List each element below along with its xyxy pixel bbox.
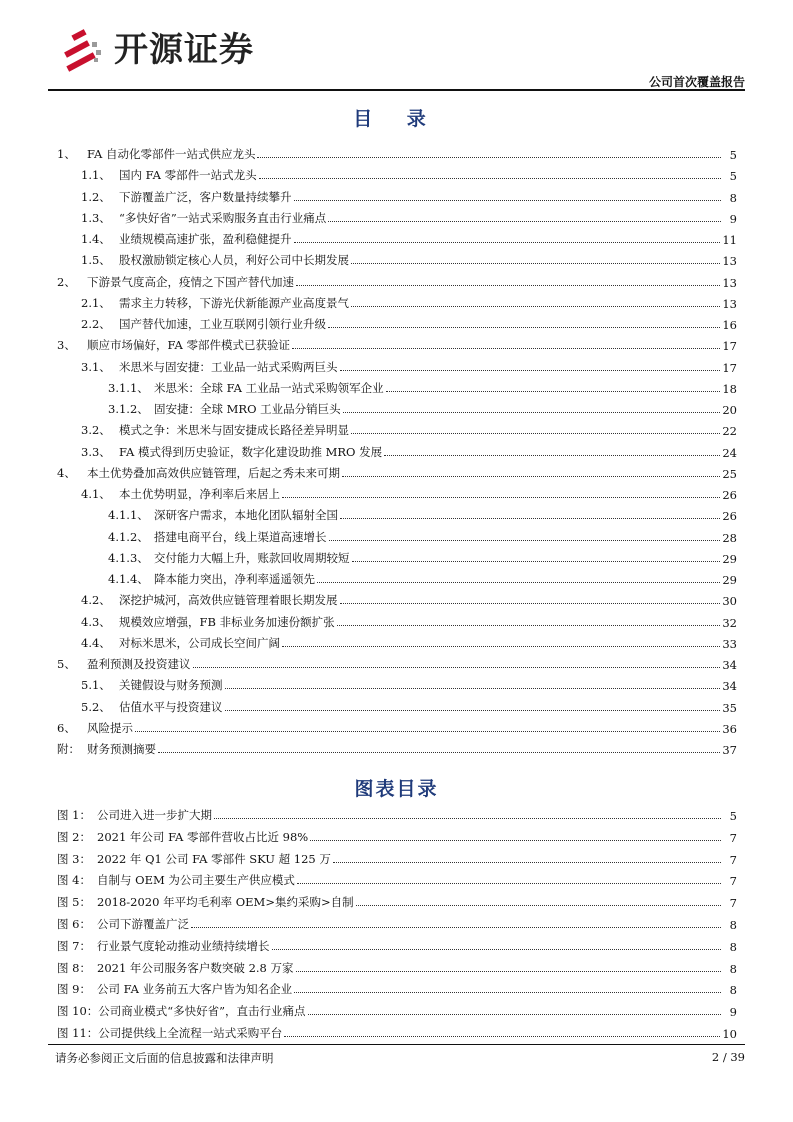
entry-title: 2022 年 Q1 公司 FA 零部件 SKU 超 125 万	[97, 851, 331, 866]
dot-leader	[352, 561, 721, 562]
entry-title: 交付能力大幅上升，账款回收周期较短	[154, 550, 350, 565]
entry-number: 4.3、	[81, 614, 111, 629]
entry-number: 4.2、	[81, 593, 111, 608]
toc-entry[interactable]	[57, 714, 737, 736]
entry-title: “多快好省”一站式采购服务直击行业痛点	[119, 210, 327, 225]
entry-page: 13	[722, 254, 737, 269]
entry-title: FA 自动化零部件一站式供应龙头	[87, 147, 256, 161]
entry-page: 34	[722, 658, 737, 672]
figure-entry[interactable]	[57, 888, 737, 910]
entry-number: 4、	[57, 465, 76, 480]
entry-title: 2021 年公司 FA 零部件营收占比近 98%	[97, 829, 309, 844]
entry-title: 估值水平与投资建议	[119, 699, 223, 714]
entry-number: 图 8：	[57, 960, 91, 975]
toc-entry[interactable]	[57, 289, 737, 311]
dot-leader	[328, 327, 720, 328]
entry-number: 图 10：	[57, 1004, 99, 1019]
dot-leader	[351, 306, 720, 307]
entry-title: 下游景气度高企，疫情之下国产替代加速	[87, 274, 294, 289]
entry-title: 风险提示	[87, 720, 133, 735]
figure-list-title: 图表目录	[354, 778, 439, 800]
entry-number: 3.3、	[81, 444, 111, 459]
entry-title: 2021 年公司服务客户数突破 2.8 万家	[97, 960, 294, 975]
entry-page: 20	[722, 403, 737, 417]
entry-page: 8	[729, 983, 737, 998]
toc-entry[interactable]	[57, 183, 737, 205]
dot-leader	[310, 840, 721, 841]
entry-page: 36	[722, 721, 737, 736]
entry-title: 盈利预测及投资建议	[87, 657, 191, 671]
entry-page: 8	[729, 939, 737, 954]
entry-title: 规模效应增强，FB 非标业务加速份额扩张	[119, 614, 335, 629]
dot-leader	[343, 412, 721, 413]
dot-leader	[294, 992, 721, 993]
entry-page: 13	[722, 296, 737, 311]
entry-page: 33	[722, 636, 737, 651]
dot-leader	[282, 497, 720, 498]
toc-entry[interactable]	[57, 735, 737, 757]
entry-number: 图 6：	[57, 917, 91, 931]
entry-title: 模式之争：米思米与固安捷成长路径差异明显	[119, 423, 349, 438]
toc-entry[interactable]	[57, 650, 737, 672]
toc-title: 目 录	[353, 108, 440, 130]
entry-title: 财务预测摘要	[87, 742, 156, 756]
entry-page: 30	[722, 594, 737, 609]
toc-entry[interactable]	[57, 693, 737, 715]
dot-leader	[333, 862, 721, 863]
dot-leader	[292, 348, 720, 349]
dot-leader	[351, 263, 720, 264]
entry-page: 7	[729, 874, 737, 889]
entry-number: 3.2、	[81, 423, 111, 438]
dot-leader	[214, 818, 721, 819]
footer-disclaimer: 请务必参阅正文后面的信息披露和法律声明	[55, 1051, 274, 1065]
entry-title: 米思米：全球 FA 工业品一站式采购领军企业	[154, 380, 384, 395]
toc-entry[interactable]	[57, 565, 737, 587]
entry-number: 图 11：	[57, 1026, 99, 1040]
entry-page: 24	[722, 445, 737, 460]
entry-page: 34	[722, 679, 737, 694]
dot-leader	[284, 1036, 720, 1037]
entry-title: 国产替代加速，工业互联网引领行业升级	[119, 317, 326, 331]
entry-title: 深挖护城河，高效供应链管理着眼长期发展	[119, 593, 338, 608]
entry-page: 10	[722, 1027, 737, 1041]
entry-title: FA 模式得到历史验证，数字化建设助推 MRO 发展	[119, 444, 383, 459]
entry-number: 图 3：	[57, 851, 91, 866]
dot-leader	[294, 242, 721, 243]
toc-entry[interactable]	[57, 544, 737, 566]
entry-page: 25	[722, 466, 737, 481]
entry-number: 3.1.2、	[108, 402, 149, 416]
logo-mark-icon	[62, 28, 106, 72]
entry-title: 国内 FA 零部件一站式龙头	[119, 168, 257, 183]
toc-entry[interactable]	[57, 353, 737, 375]
toc-entry[interactable]	[57, 480, 737, 502]
entry-page: 26	[722, 488, 737, 502]
entry-number: 图 9：	[57, 982, 91, 997]
toc-entry[interactable]	[57, 268, 737, 290]
entry-page: 13	[722, 275, 737, 290]
entry-title: 公司提供线上全流程一站式采购平台	[98, 1026, 283, 1040]
entry-title: 固安捷：全球 MRO 工业品分销巨头	[154, 402, 341, 416]
figure-entry[interactable]	[57, 932, 737, 954]
entry-number: 1、	[57, 147, 76, 161]
entry-page: 22	[722, 424, 737, 439]
toc-entry[interactable]	[57, 608, 737, 630]
entry-number: 3.1.1、	[108, 380, 149, 395]
toc-entry[interactable]	[57, 161, 737, 183]
dot-leader	[317, 582, 720, 583]
entry-page: 37	[722, 743, 737, 757]
entry-number: 图 7：	[57, 938, 91, 953]
figure-entry[interactable]	[57, 866, 737, 888]
entry-page: 17	[722, 360, 737, 375]
toc-entry[interactable]	[57, 501, 737, 523]
figure-entry[interactable]	[57, 910, 737, 932]
entry-page: 8	[729, 190, 737, 205]
dot-leader	[272, 949, 722, 950]
entry-page: 9	[729, 1005, 737, 1020]
dot-leader	[257, 157, 721, 158]
entry-title: 公司进入进一步扩大期	[97, 808, 212, 822]
entry-number: 4.1.1、	[108, 508, 149, 523]
entry-page: 26	[722, 509, 737, 524]
entry-title: 公司商业模式“多快好省”，直击行业痛点	[98, 1004, 306, 1019]
toc-entry[interactable]	[57, 523, 737, 545]
dot-leader	[225, 710, 721, 711]
toc-entry[interactable]	[57, 586, 737, 608]
entry-page: 17	[722, 339, 737, 354]
entry-title: 公司下游覆盖广泛	[97, 917, 189, 931]
entry-number: 3、	[57, 338, 76, 353]
dot-leader	[329, 540, 721, 541]
toc-entry[interactable]	[57, 416, 737, 438]
dot-leader	[191, 927, 721, 928]
toc-entry[interactable]	[57, 629, 737, 651]
dot-leader	[386, 391, 721, 392]
entry-title: 公司 FA 业务前五大客户皆为知名企业	[97, 982, 293, 997]
footer-rule	[48, 1044, 745, 1045]
figure-entry[interactable]	[57, 1019, 737, 1041]
figure-entry[interactable]	[57, 975, 737, 997]
entry-page: 32	[722, 615, 737, 630]
entry-title: 需求主力转移，下游光伏新能源产业高度景气	[119, 295, 349, 310]
dot-leader	[342, 476, 720, 477]
toc-entry[interactable]	[57, 331, 737, 353]
entry-page: 29	[722, 573, 737, 587]
figure-entry[interactable]	[57, 845, 737, 867]
entry-title: 降本能力突出，净利率遥遥领先	[154, 572, 315, 586]
entry-page: 5	[729, 148, 737, 162]
dot-leader	[384, 455, 720, 456]
entry-number: 图 4：	[57, 873, 91, 888]
dot-leader	[296, 285, 720, 286]
entry-title: 对标米思米，公司成长空间广阔	[119, 635, 280, 650]
entry-number: 5.1、	[81, 678, 111, 693]
dot-leader	[337, 625, 721, 626]
entry-page: 5	[729, 169, 737, 184]
dot-leader	[340, 518, 720, 519]
entry-number: 1.5、	[81, 253, 111, 268]
dot-leader	[282, 646, 720, 647]
toc-entry[interactable]	[57, 438, 737, 460]
dot-leader	[135, 731, 720, 732]
entry-number: 1.4、	[81, 232, 111, 246]
entry-page: 7	[729, 852, 737, 867]
entry-title: 业绩规模高速扩张，盈利稳健提升	[119, 232, 292, 246]
dot-leader	[296, 971, 721, 972]
dot-leader	[225, 688, 721, 689]
toc-entry[interactable]	[57, 246, 737, 268]
toc-entry[interactable]	[57, 395, 737, 417]
toc-entry[interactable]	[57, 671, 737, 693]
figure-entry[interactable]	[57, 823, 737, 845]
entry-page: 28	[722, 530, 737, 545]
toc-entry[interactable]	[57, 459, 737, 481]
dot-leader	[294, 200, 722, 201]
toc-entry[interactable]	[57, 374, 737, 396]
entry-title: 顺应市场偏好，FA 零部件模式已获验证	[87, 338, 290, 353]
entry-title: 关键假设与财务预测	[119, 678, 223, 693]
entry-title: 深研客户需求，本地化团队辐射全国	[154, 508, 338, 523]
dot-leader	[340, 603, 721, 604]
entry-number: 4.1.2、	[108, 529, 149, 544]
entry-title: 2018-2020 年平均毛利率 OEM>集约采购>自制	[97, 895, 354, 910]
entry-number: 4.4、	[81, 635, 111, 650]
entry-number: 图 5：	[57, 895, 91, 910]
figure-entry[interactable]	[57, 801, 737, 823]
entry-page: 29	[722, 551, 737, 566]
entry-number: 图 2：	[57, 829, 91, 844]
entry-number: 6、	[57, 720, 76, 735]
entry-title: 股权激励锁定核心人员，利好公司中长期发展	[119, 253, 349, 268]
entry-page: 9	[729, 211, 737, 226]
entry-title: 自制与 OEM 为公司主要生产供应模式	[97, 873, 295, 888]
entry-page: 8	[729, 961, 737, 976]
page-number: 2 / 39	[711, 1050, 745, 1064]
report-type-label: 公司首次覆盖报告	[648, 75, 745, 89]
header-rule	[48, 89, 745, 91]
entry-number: 2.1、	[81, 295, 111, 310]
entry-number: 5、	[57, 657, 76, 671]
figure-entry[interactable]	[57, 997, 737, 1019]
entry-title: 搭建电商平台，线上渠道高速增长	[154, 529, 327, 544]
entry-number: 5.2、	[81, 699, 111, 714]
dot-leader	[158, 752, 720, 753]
entry-title: 本土优势明显，净利率后来居上	[119, 487, 280, 501]
dot-leader	[340, 370, 721, 371]
dot-leader	[328, 221, 721, 222]
toc-entry[interactable]	[57, 140, 737, 162]
entry-page: 5	[729, 809, 737, 823]
entry-page: 8	[729, 918, 737, 932]
entry-page: 16	[722, 318, 737, 332]
toc-entry[interactable]	[57, 204, 737, 226]
dot-leader	[308, 1014, 721, 1015]
toc-entry[interactable]	[57, 225, 737, 247]
entry-number: 4.1.3、	[108, 550, 149, 565]
entry-number: 1.1、	[81, 168, 111, 183]
dot-leader	[297, 883, 721, 884]
entry-number: 2.2、	[81, 317, 111, 331]
entry-number: 1.3、	[81, 210, 111, 225]
company-logo	[62, 26, 254, 74]
entry-number: 4.1.4、	[108, 572, 149, 586]
entry-number: 附：	[57, 742, 80, 756]
figure-entry[interactable]	[57, 954, 737, 976]
entry-page: 35	[722, 700, 737, 715]
entry-title: 下游覆盖广泛，客户数量持续攀升	[119, 189, 292, 204]
dot-leader	[193, 667, 721, 668]
entry-title: 米思米与固安捷：工业品一站式采购两巨头	[119, 359, 338, 374]
entry-number: 1.2、	[81, 189, 111, 204]
entry-number: 3.1、	[81, 359, 111, 374]
toc-entry[interactable]	[57, 310, 737, 332]
entry-number: 2、	[57, 274, 76, 289]
logo-text: 开源证券	[114, 30, 254, 70]
dot-leader	[351, 433, 720, 434]
entry-title: 本土优势叠加高效供应链管理，后起之秀未来可期	[87, 465, 340, 480]
entry-page: 11	[722, 233, 737, 247]
entry-title: 行业景气度轮动推动业绩持续增长	[97, 938, 270, 953]
entry-page: 18	[722, 381, 737, 396]
dot-leader	[259, 178, 721, 179]
entry-page: 7	[729, 896, 737, 911]
entry-number: 图 1：	[57, 808, 91, 822]
entry-page: 7	[729, 830, 737, 845]
entry-number: 4.1、	[81, 487, 111, 501]
dot-leader	[356, 905, 721, 906]
